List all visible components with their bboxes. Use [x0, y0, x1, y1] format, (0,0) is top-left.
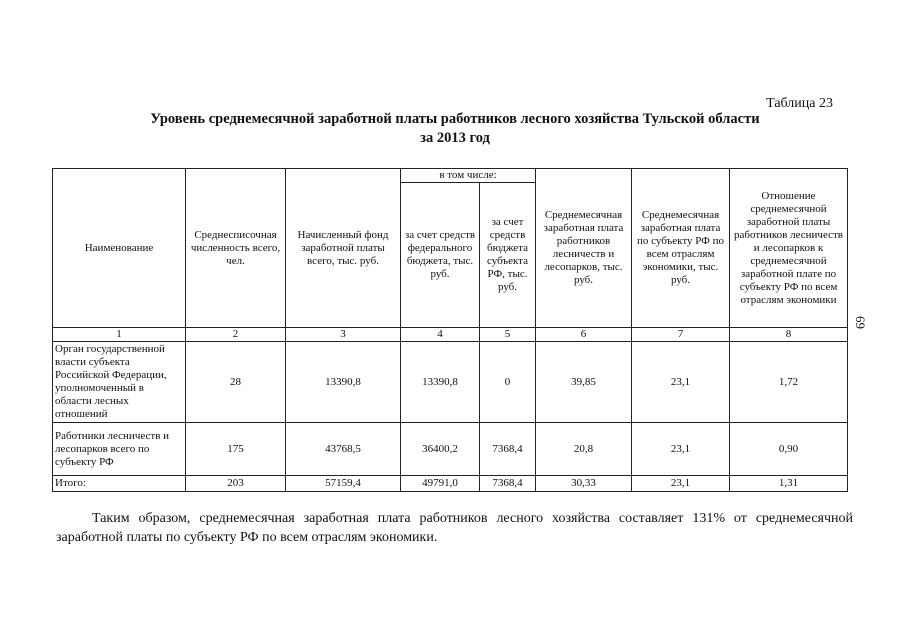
cell-avg-forestry: 30,33 — [536, 476, 632, 492]
summary-paragraph: Таким образом, среднемесячная заработная плата работников лесного хозяйства составляет 131% от среднемесячной заработной платы по субъекту РФ по всем отраслям экономики. — [56, 511, 853, 545]
table-label: Таблица 23 — [766, 96, 833, 111]
cell-subject: 7368,4 — [480, 423, 536, 476]
header-avg-region: Среднемесячная заработная плата по субъекту РФ по всем отраслям экономики, тыс. руб. — [632, 169, 730, 328]
table-row-total — [53, 476, 848, 492]
cell-fund: 57159,4 — [286, 476, 401, 492]
table-title — [100, 110, 810, 148]
col-number: 3 — [286, 328, 401, 342]
col-number: 5 — [480, 328, 536, 342]
header-federal: за счет средств федерального бюджета, тыс. руб. — [401, 183, 480, 328]
col-number: 4 — [401, 328, 480, 342]
header-subject: за счет средств бюджета субъекта РФ, тыс. руб. — [480, 183, 536, 328]
cell-ratio: 0,90 — [730, 423, 848, 476]
row-name: Работники лесничеств и лесопарков всего по субъекту РФ — [53, 423, 186, 476]
cell-headcount: 175 — [186, 423, 286, 476]
page-number: 69 — [853, 316, 868, 329]
cell-ratio: 1,72 — [730, 342, 848, 423]
cell-fund: 43768,5 — [286, 423, 401, 476]
cell-federal: 13390,8 — [401, 342, 480, 423]
cell-headcount: 28 — [186, 342, 286, 423]
cell-avg-region: 23,1 — [632, 342, 730, 423]
col-number: 8 — [730, 328, 848, 342]
header-avg-forestry: Среднемесячная заработная плата работников лесничеств и лесопарков, тыс. руб. — [536, 169, 632, 328]
cell-avg-region: 23,1 — [632, 423, 730, 476]
title-line-1: Уровень среднемесячной заработной платы работников лесного хозяйства Тульской области — [150, 111, 760, 127]
col-number: 7 — [632, 328, 730, 342]
cell-fund: 13390,8 — [286, 342, 401, 423]
col-number: 2 — [186, 328, 286, 342]
table-row — [53, 342, 848, 423]
cell-subject: 7368,4 — [480, 476, 536, 492]
cell-ratio: 1,31 — [730, 476, 848, 492]
row-name: Итого: — [53, 476, 186, 492]
cell-federal: 49791,0 — [401, 476, 480, 492]
salary-table — [52, 168, 848, 492]
header-ratio: Отношение среднемесячной заработной платы работников лесничеств и лесопарков к среднемесячной заработной плате по субъекту РФ по всем отраслям экономики — [730, 169, 848, 328]
cell-avg-forestry: 39,85 — [536, 342, 632, 423]
header-incl: в том числе: — [401, 169, 536, 183]
header-headcount: Среднесписочная численность всего, чел. — [186, 169, 286, 328]
header-name: Наименование — [53, 169, 186, 328]
cell-headcount: 203 — [186, 476, 286, 492]
column-number-row — [53, 328, 848, 342]
col-number: 1 — [53, 328, 186, 342]
header-fund: Начисленный фонд заработной платы всего, тыс. руб. — [286, 169, 401, 328]
row-name: Орган государственной власти субъекта Российской Федерации, уполномоченный в области лесных отношений — [53, 342, 186, 423]
cell-federal: 36400,2 — [401, 423, 480, 476]
title-line-2: за 2013 год — [420, 130, 490, 146]
cell-avg-region: 23,1 — [632, 476, 730, 492]
table-row — [53, 423, 848, 476]
col-number: 6 — [536, 328, 632, 342]
cell-subject: 0 — [480, 342, 536, 423]
cell-avg-forestry: 20,8 — [536, 423, 632, 476]
